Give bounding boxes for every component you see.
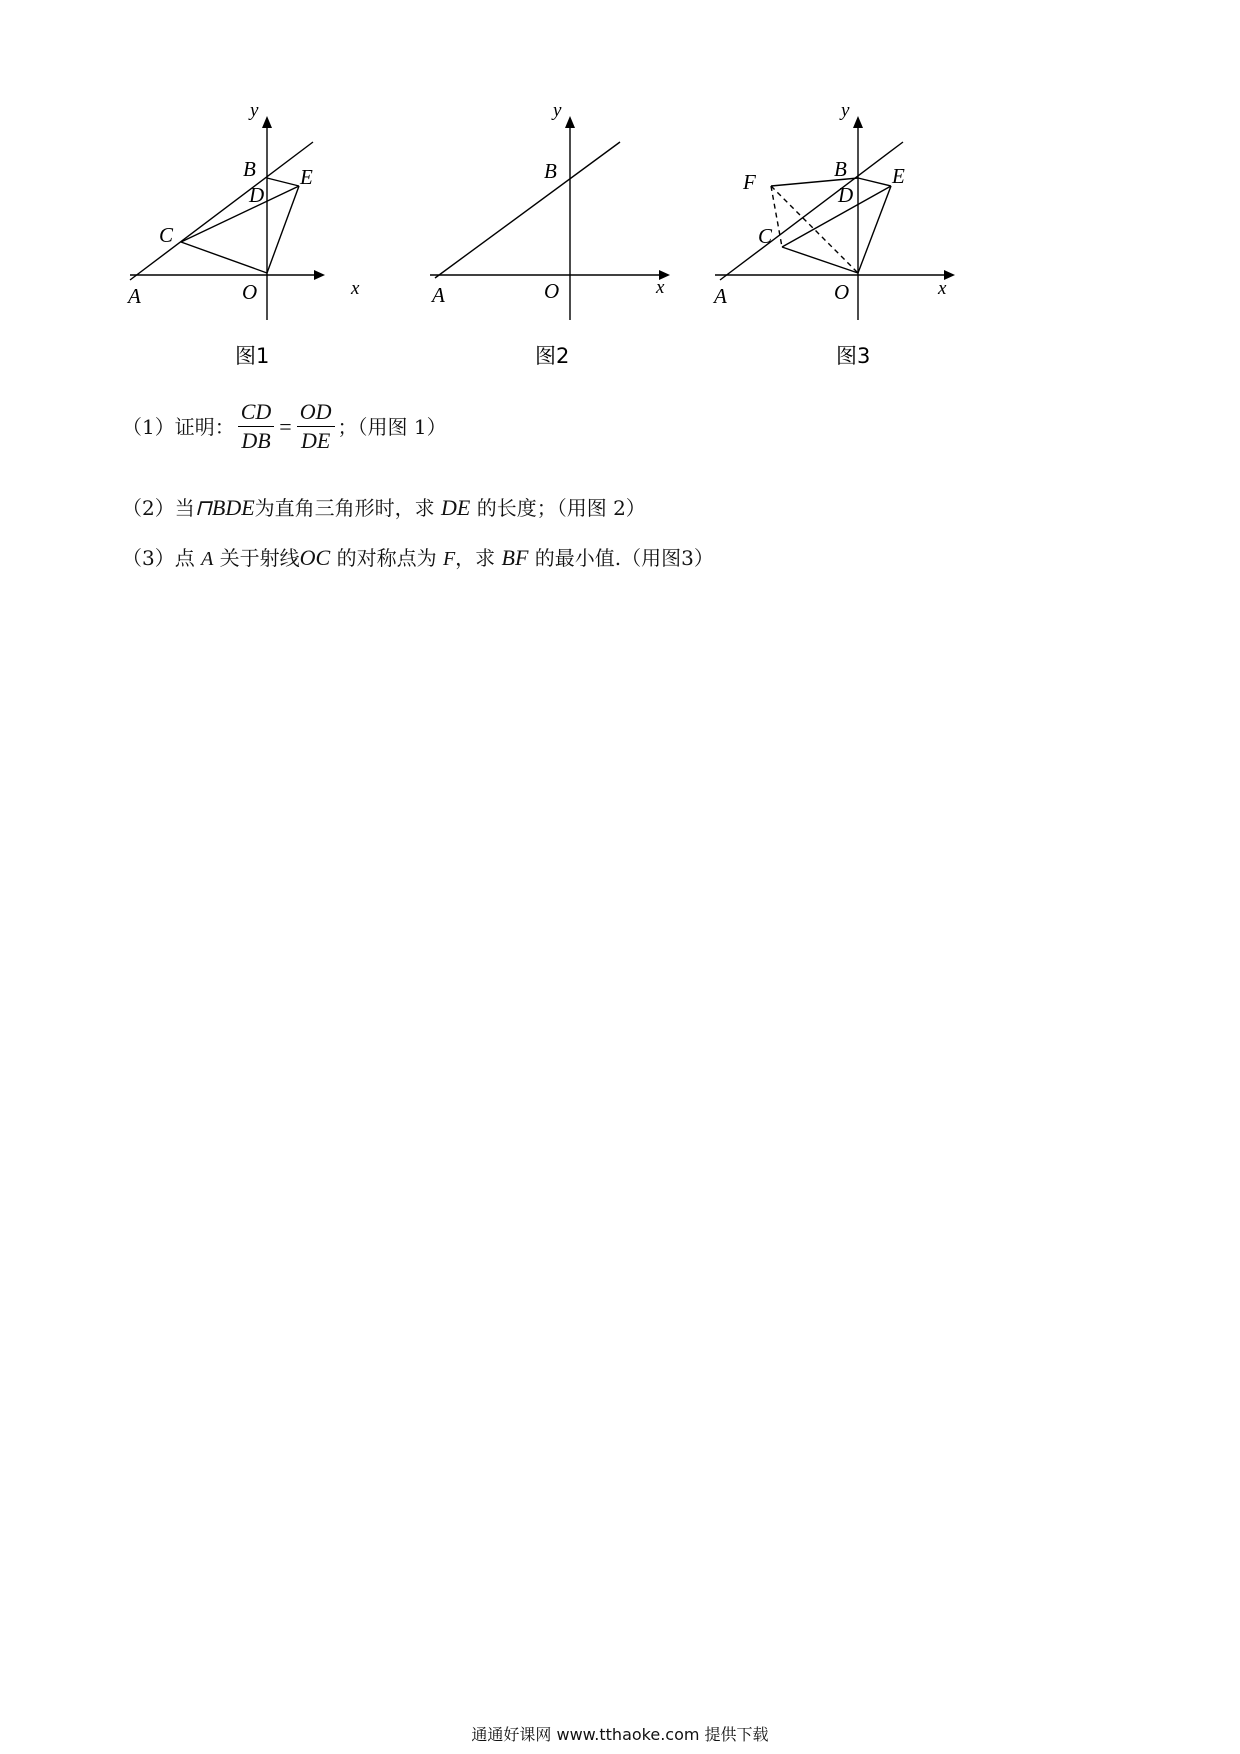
point-o-label: O [544, 279, 560, 303]
point-c-label: C [159, 223, 174, 247]
point-e-label: E [892, 164, 905, 188]
y-axis-label: y [553, 100, 562, 121]
x-axis-label: x [938, 278, 947, 299]
question-2 [122, 493, 646, 523]
figure-1-diagram [120, 100, 380, 380]
point-e-label: E [300, 165, 313, 189]
segment-co [782, 247, 858, 273]
segment-be [267, 178, 299, 186]
point-a-label: A [432, 283, 445, 307]
question-3-prefix: （3）点 [122, 546, 195, 570]
figure-3-caption: 图3 [836, 344, 871, 368]
x-axis-label: x [656, 277, 665, 298]
point-a-label: A [128, 284, 141, 308]
question-3-mid-1: 关于射线 [219, 546, 300, 570]
footer-watermark: 通通好课网 www.tthaoke.com 提供下载 [471, 1725, 769, 1744]
segment-ce [782, 186, 891, 247]
segment-co [181, 242, 267, 273]
line-ab [435, 142, 620, 278]
figure-2-caption: 图2 [535, 344, 570, 368]
line-ab [720, 142, 903, 280]
figure-1-caption: 图1 [235, 344, 270, 368]
point-f-label: F [743, 170, 756, 194]
segment-oe [858, 186, 891, 273]
question-2-prefix: （2）当 [122, 496, 195, 520]
point-d-label: D [249, 183, 265, 207]
ray-oc: OC [299, 545, 331, 570]
point-c-label: C [758, 224, 773, 248]
fraction-2-denominator: DE [300, 428, 331, 453]
y-axis-label: y [250, 100, 259, 121]
point-b-label: B [834, 157, 847, 181]
figure-2 [420, 100, 680, 380]
x-axis-arrow [314, 270, 325, 280]
question-1-suffix: ；（用图 1） [337, 414, 447, 439]
segment-de: DE [441, 495, 471, 520]
figure-1 [120, 100, 380, 380]
question-2-mid: 为直角三角形时，求 [254, 496, 435, 520]
fraction-od-de [297, 398, 335, 455]
point-o-label: O [834, 280, 850, 304]
x-axis-label: x [351, 278, 360, 299]
question-2-suffix: 的长度；（用图 2） [476, 496, 646, 520]
point-d-label: D [838, 183, 854, 207]
question-3 [122, 543, 714, 574]
point-f: F [442, 548, 456, 570]
y-axis-arrow [853, 116, 863, 128]
question-3-mid-2: 的对称点为 [336, 546, 437, 570]
y-axis-arrow [262, 116, 272, 128]
equals-sign: = [279, 413, 292, 439]
question-3-mid-3: ，求 [455, 546, 496, 570]
fraction-2-numerator: OD [297, 398, 335, 427]
figure-3 [710, 100, 970, 380]
figure-3-diagram [710, 100, 970, 380]
point-a: A [201, 548, 214, 570]
point-a-label: A [714, 284, 727, 308]
triangle-bde: ⊓BDE [194, 495, 255, 520]
segment-bf: BF [501, 545, 529, 570]
fraction-cd-db [238, 398, 275, 455]
point-o-label: O [242, 280, 258, 304]
question-1-prefix: （1）证明： [122, 414, 235, 439]
point-b-label: B [243, 157, 256, 181]
point-b-label: B [544, 159, 557, 183]
y-axis-label: y [841, 100, 850, 121]
figure-2-diagram [420, 100, 680, 380]
line-ab [130, 142, 313, 280]
segment-be [858, 178, 891, 186]
y-axis-arrow [565, 116, 575, 128]
fraction-1-denominator: DB [241, 428, 271, 453]
fraction-1-numerator: CD [238, 398, 275, 427]
question-1 [122, 398, 447, 455]
question-3-suffix: 的最小值.（用图3） [534, 546, 714, 570]
